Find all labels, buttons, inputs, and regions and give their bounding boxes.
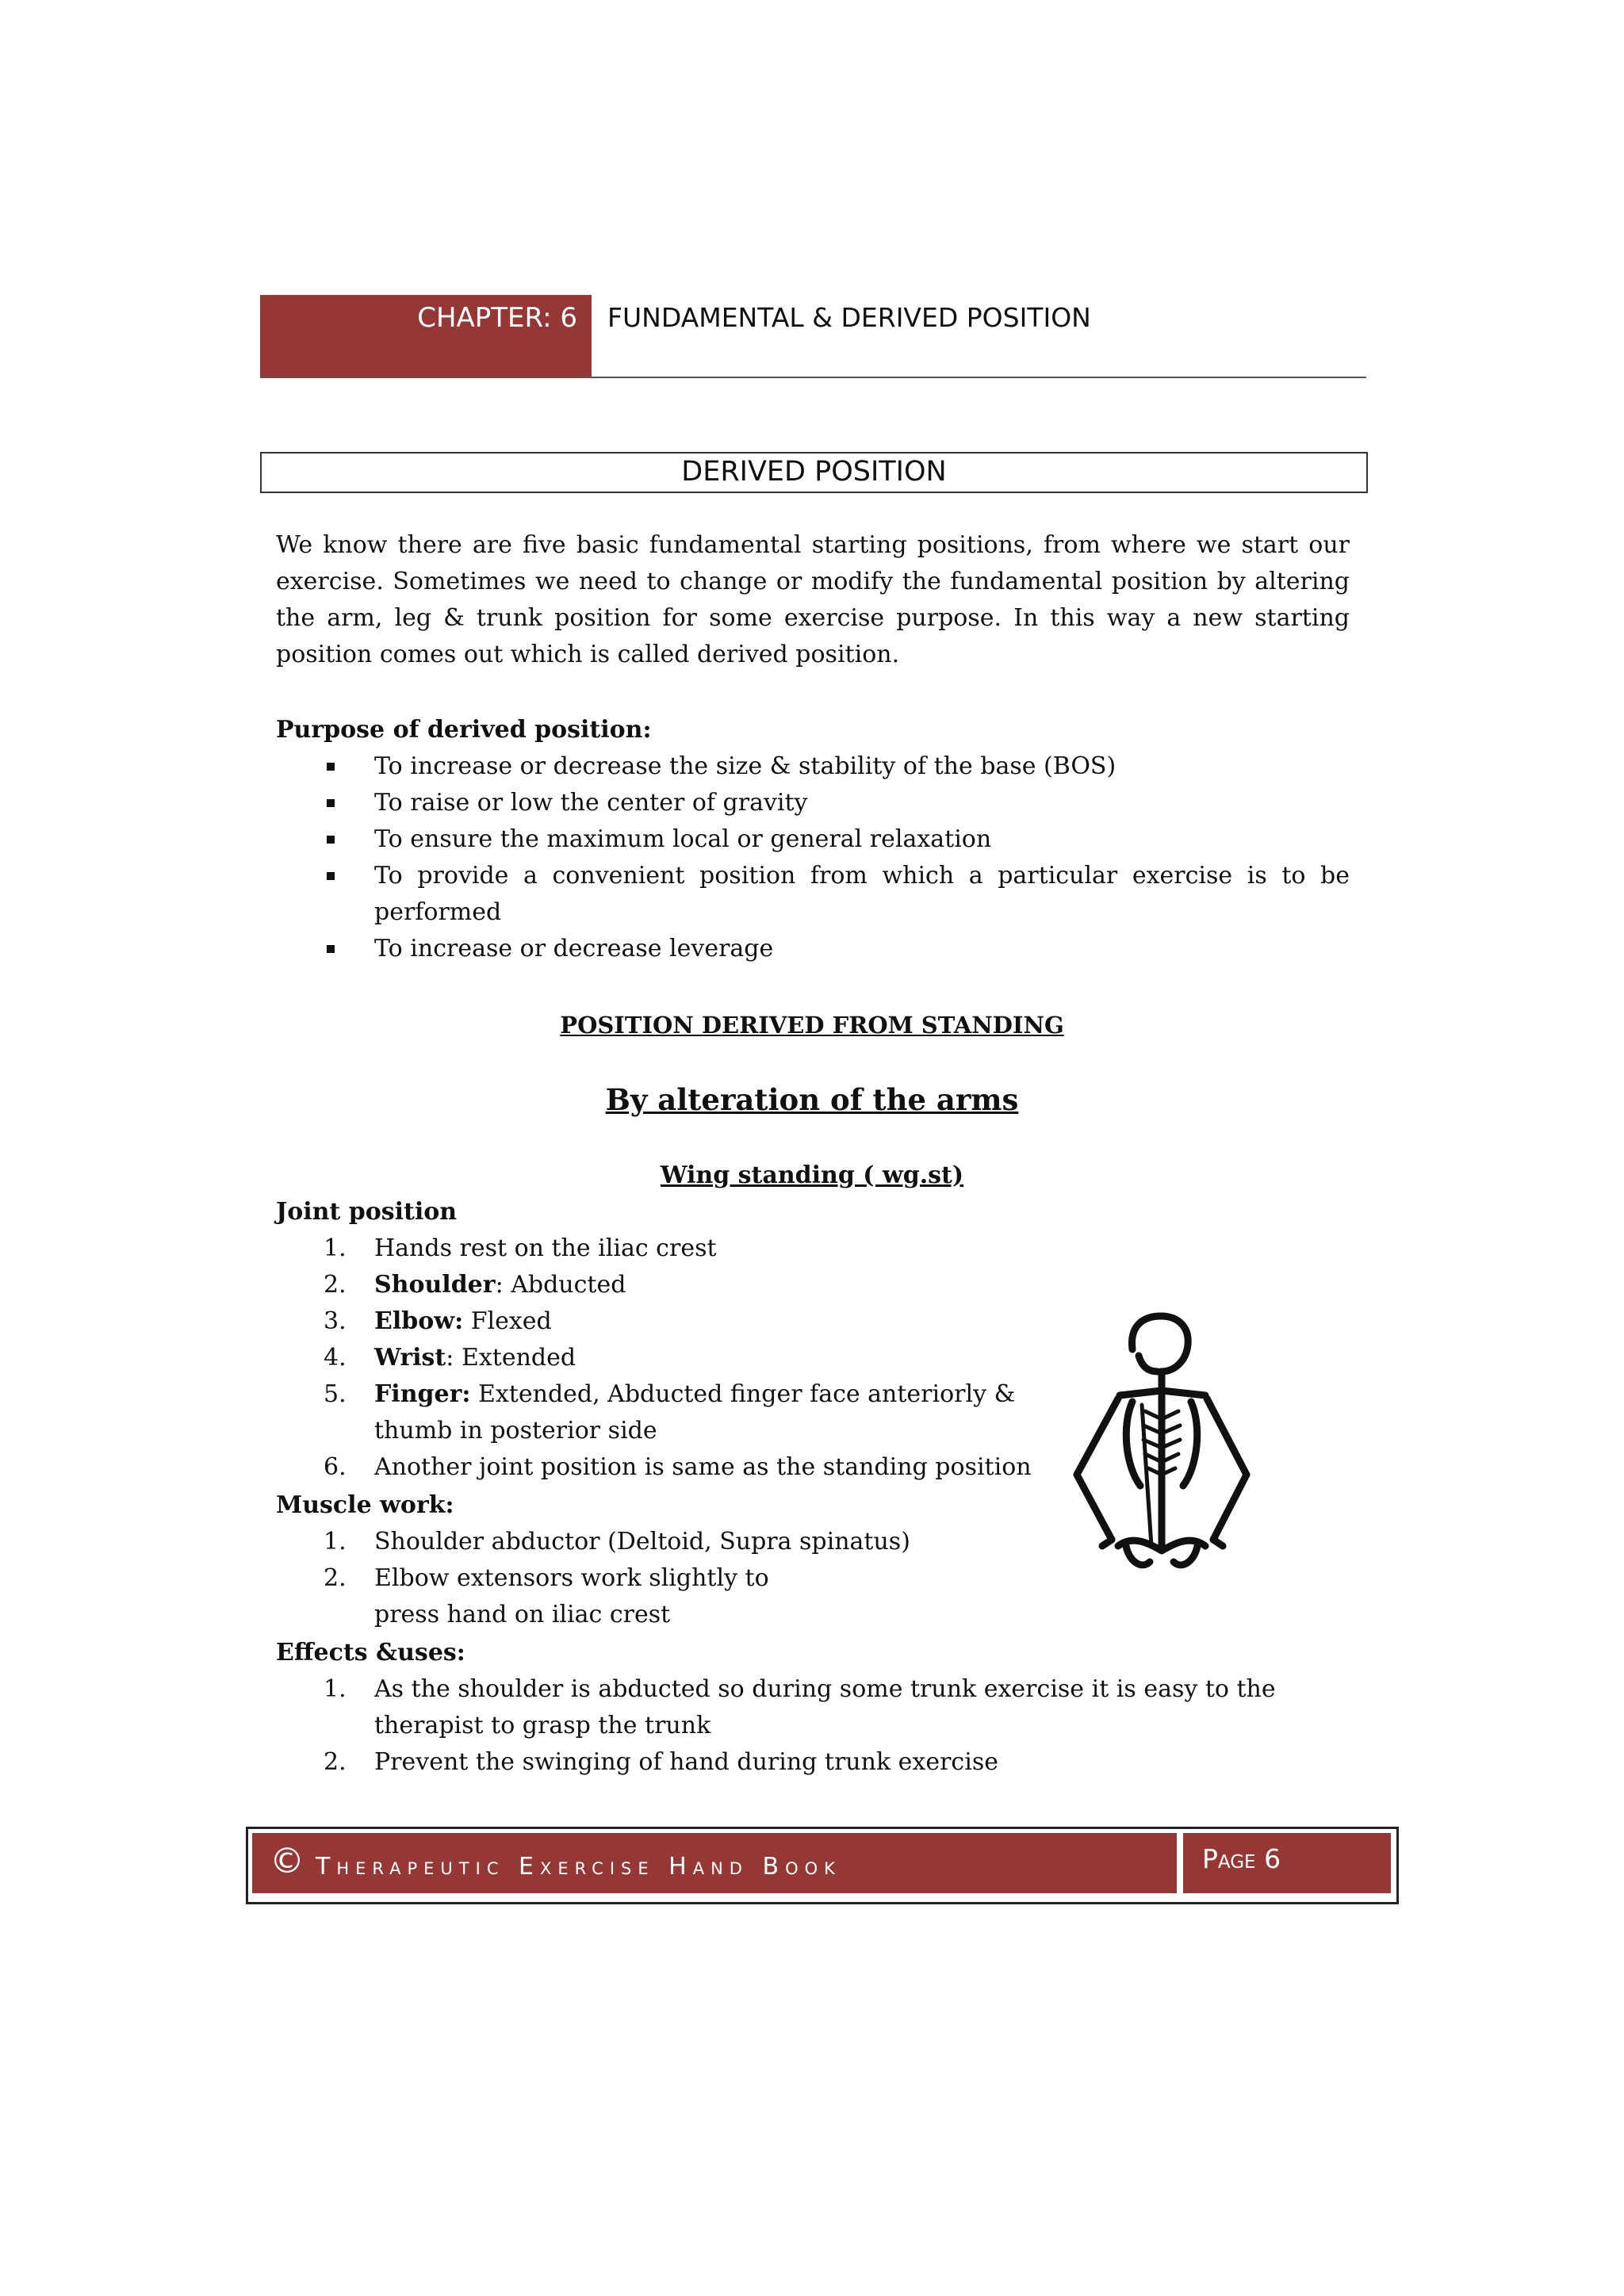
list-item: To raise or low the center of gravity (276, 785, 1350, 821)
list-item: 5. Finger: Extended, Abducted finger face anteriorly & thumb in posterior side (324, 1380, 1016, 1445)
list-item: 4. Wrist: Extended (324, 1344, 576, 1372)
list-item: To increase or decrease leverage (276, 931, 1350, 967)
joint-list (276, 1230, 1037, 1486)
effects-list (276, 1671, 1354, 1781)
list-item: 6. Another joint position is same as the standing position (324, 1453, 1032, 1481)
chapter-label: CHAPTER: 6 (417, 302, 577, 334)
list-item: To provide a convenient position from which a particular exercise is to be performed (276, 858, 1350, 931)
list-item: 2. Shoulder: Abducted (324, 1271, 626, 1299)
section-title: DERIVED POSITION (681, 456, 947, 488)
list-item: 1. Shoulder abductor (Deltoid, Supra spinatus) (324, 1528, 910, 1556)
muscle-work-heading: Muscle work: (276, 1491, 454, 1519)
header-rule (260, 377, 1366, 378)
purpose-heading: Purpose of derived position: (276, 716, 652, 744)
subheading-arms: By alteration of the arms (605, 1082, 1019, 1117)
page-number: Page 6 (1202, 1843, 1281, 1874)
list-item: 3. Elbow: Flexed (324, 1307, 552, 1335)
intro-paragraph: We know there are five basic fundamental starting positions, from where we start our exercise. Sometimes we need to change or modify the fundamental position by altering the arm, leg & trunk position for some exercise purpose. In this way a new starting position comes out which is called derived position. (276, 531, 1350, 668)
chapter-title: FUNDAMENTAL & DERIVED POSITION (607, 302, 1091, 333)
footer-divider (1177, 1833, 1183, 1893)
joint-heading: Joint position (276, 1198, 458, 1226)
list-item: 2. Elbow extensors work slightly to press hand on iliac crest (324, 1564, 769, 1628)
wing-standing-skeleton-figure (1063, 1308, 1261, 1578)
list-item: 1. As the shoulder is abducted so during some trunk exercise it is easy to the therapist to grasp the trunk (324, 1675, 1276, 1739)
list-item: To ensure the maximum local or general relaxation (276, 821, 1350, 858)
list-item: 2. Prevent the swinging of hand during trunk exercise (324, 1748, 998, 1776)
purpose-list (276, 748, 1350, 967)
subheading-standing: POSITION DERIVED FROM STANDING (560, 1012, 1064, 1039)
subheading-wing-standing: Wing standing ( wg.st) (660, 1161, 964, 1189)
muscle-work-list (276, 1524, 1037, 1633)
copyright-icon: © (270, 1841, 304, 1881)
footer-book-title: Therapeutic Exercise Hand Book (316, 1853, 841, 1881)
list-item: 1. Hands rest on the iliac crest (324, 1234, 717, 1262)
list-item: To increase or decrease the size & stability of the base (BOS) (276, 748, 1350, 785)
effects-heading: Effects &uses: (276, 1639, 465, 1667)
